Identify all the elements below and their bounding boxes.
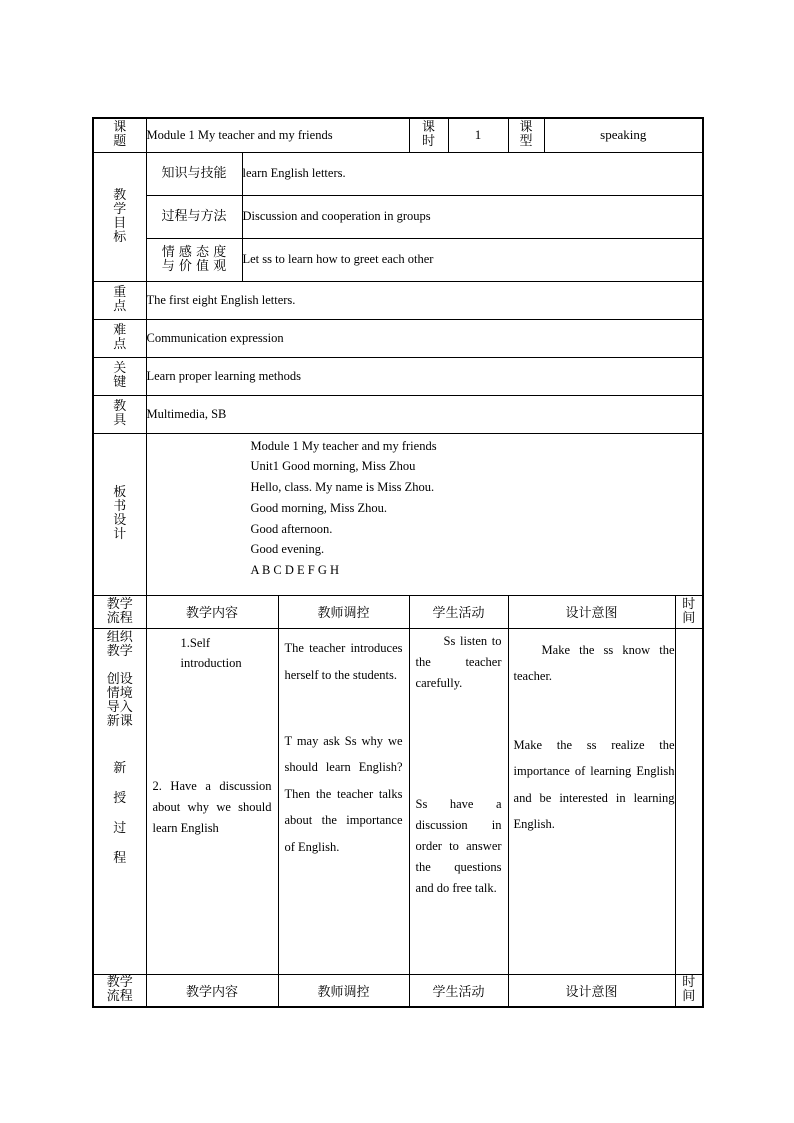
- time-header: 时 间: [675, 974, 703, 1007]
- lesson-plan-table: [92, 117, 704, 1008]
- objective-row: [93, 152, 703, 195]
- process-intent: [508, 628, 675, 974]
- flow-header: 教学 流程: [93, 974, 146, 1007]
- student-item-1: Ss listen to the teacher carefully.: [415, 633, 502, 690]
- board-line: Module 1 My teacher and my friends: [250, 438, 437, 453]
- student-item-2: Ss have a discussion in order to answer the questions and do free talk.: [415, 796, 502, 895]
- teacher-item-1: The teacher introduces herself to the students.: [284, 640, 403, 682]
- process-body-row: [93, 628, 703, 974]
- key-label: 关 键: [93, 357, 146, 395]
- content-header: 教学内容: [146, 974, 278, 1007]
- difficulties-row: [93, 319, 703, 357]
- intent-header: 设计意图: [508, 974, 675, 1007]
- aids-label: 教 具: [93, 395, 146, 433]
- board-line: Good evening.: [250, 542, 325, 557]
- intent-header: 设计意图: [508, 595, 675, 628]
- difficulties-value: Communication expression: [146, 319, 703, 357]
- board-line: Good afternoon.: [250, 521, 333, 536]
- key-value: Learn proper learning methods: [146, 357, 703, 395]
- objective-value: Discussion and cooperation in groups: [242, 195, 703, 238]
- process-teacher: [278, 628, 409, 974]
- teacher-item-2: T may ask Ss why we should learn English? Then the teacher talks about the importance of English.: [284, 733, 403, 854]
- board-label: 板 书 设 计: [93, 433, 146, 595]
- intent-item-2: Make the ss realize the importance of learning English and be interested in learning English.: [513, 737, 675, 831]
- board-line: Unit1 Good morning, Miss Zhou: [250, 459, 416, 474]
- difficulties-label: 难 点: [93, 319, 146, 357]
- type-value: speaking: [544, 118, 703, 152]
- key-points-value: The first eight English letters.: [146, 281, 703, 319]
- process-side-2: 新 授 过 程: [113, 760, 127, 866]
- objective-label: 过程与方法: [146, 195, 242, 238]
- objective-row: [93, 238, 703, 281]
- process-header-row: [93, 974, 703, 1007]
- board-line: Hello, class. My name is Miss Zhou.: [250, 480, 435, 495]
- board-content: [146, 433, 703, 595]
- board-row: [93, 433, 703, 595]
- objective-row: [93, 195, 703, 238]
- student-header: 学生活动: [409, 595, 508, 628]
- process-student: [409, 628, 508, 974]
- intent-item-1: Make the ss know the teacher.: [513, 642, 675, 683]
- period-label: 课 时: [409, 118, 448, 152]
- content-item-1: 1.Self introduction: [180, 635, 242, 670]
- teacher-header: 教师调控: [278, 595, 409, 628]
- key-row: [93, 357, 703, 395]
- objective-label: 情 感 态 度 与 价 值 观: [146, 238, 242, 281]
- objective-value: Let ss to learn how to greet each other: [242, 238, 703, 281]
- student-header: 学生活动: [409, 974, 508, 1007]
- time-header: 时 间: [675, 595, 703, 628]
- process-header-row: [93, 595, 703, 628]
- period-value: 1: [448, 118, 508, 152]
- subject-label: 课 题: [93, 118, 146, 152]
- process-content: [146, 628, 278, 974]
- type-label: 课 型: [508, 118, 544, 152]
- subject-value: Module 1 My teacher and my friends: [146, 118, 409, 152]
- content-item-2: 2. Have a discussion about why we should learn English: [152, 778, 272, 835]
- aids-value: Multimedia, SB: [146, 395, 703, 433]
- flow-header: 教学 流程: [93, 595, 146, 628]
- key-points-label: 重 点: [93, 281, 146, 319]
- process-time: [675, 628, 703, 974]
- process-side: [93, 628, 146, 974]
- aids-row: [93, 395, 703, 433]
- content-header: 教学内容: [146, 595, 278, 628]
- board-line: Good morning, Miss Zhou.: [250, 500, 387, 515]
- objective-value: learn English letters.: [242, 152, 703, 195]
- process-side-1: 组织 教学 创设 情境 导入 新课: [106, 629, 133, 729]
- objective-label: 知识与技能: [146, 152, 242, 195]
- header-row: [93, 118, 703, 152]
- teacher-header: 教师调控: [278, 974, 409, 1007]
- key-points-row: [93, 281, 703, 319]
- objectives-label: 教 学 目 标: [93, 152, 146, 281]
- board-line: A B C D E F G H: [250, 563, 340, 578]
